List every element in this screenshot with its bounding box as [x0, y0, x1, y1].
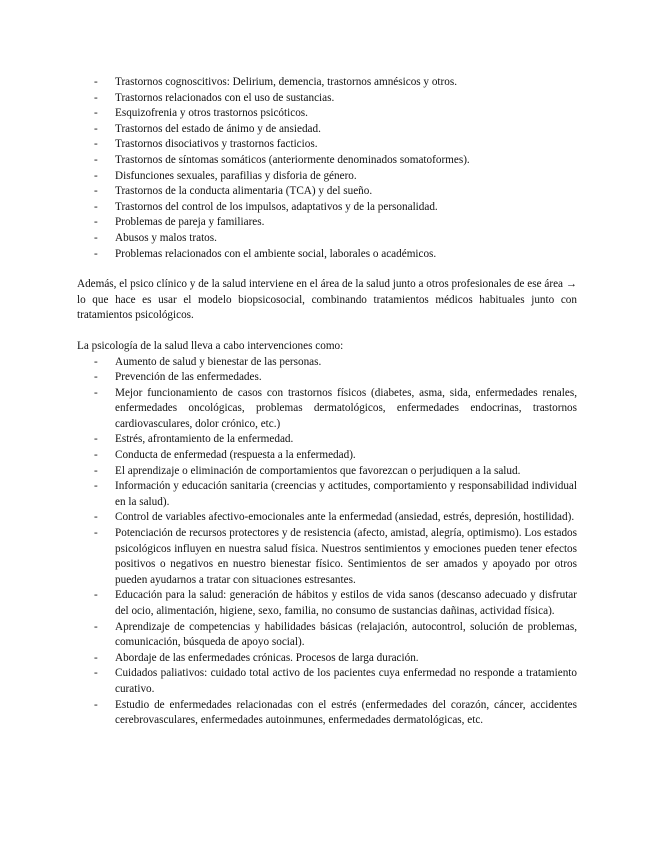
list-item: - Potenciación de recursos protectores y de resistencia (afecto, amistad, alegría, optimismo). Los estados psicológicos influyen en nuestra salud física. Nuestros sentimientos y emociones pueden tener efectos positivos o negativos en nuestro bienestar físico. Sentimientos de ser amados y apoyado por otros pueden ayudarnos a tratar con situaciones estresantes. [77, 526, 577, 588]
list-item: - Problemas relacionados con el ambiente social, laborales o académicos. [77, 247, 577, 263]
list-item: - Trastornos del control de los impulsos, adaptativos y de la personalidad. [77, 200, 577, 216]
list-item: - Mejor funcionamiento de casos con trastornos físicos (diabetes, asma, sida, enfermedades renales, enfermedades oncológicas, problemas dermatológicos, enfermedades endocrinas, trastornos cardiovasculares, dolor crónico, etc.) [77, 386, 577, 433]
interventions-list [77, 355, 577, 729]
list-item: - Educación para la salud: generación de hábitos y estilos de vida sanos (descanso adecuado y disfrutar del ocio, alimentación, higiene, sexo, familia, no consumo de sustancias dañinas, actividad física). [77, 588, 577, 619]
list-item: - Prevención de las enfermedades. [77, 370, 577, 386]
list-item: - Control de variables afectivo-emocionales ante la enfermedad (ansiedad, estrés, depresión, hostilidad). [77, 510, 577, 526]
list-item: - Estudio de enfermedades relacionadas con el estrés (enfermedades del corazón, cáncer, accidentes cerebrovasculares, enfermedades autoinmunes, enfermedades dermatológicas, etc. [77, 698, 577, 729]
list-item: - El aprendizaje o eliminación de comportamientos que favorezcan o perjudiquen a la salud. [77, 464, 577, 480]
list-item: - Trastornos de la conducta alimentaria (TCA) y del sueño. [77, 184, 577, 200]
list-item: - Cuidados paliativos: cuidado total activo de los pacientes cuya enfermedad no responde a tratamiento curativo. [77, 666, 577, 697]
interventions-intro: La psicología de la salud lleva a cabo intervenciones como: [77, 339, 344, 352]
list-item: - Abordaje de las enfermedades crónicas. Procesos de larga duración. [77, 651, 577, 667]
list-item: - Abusos y malos tratos. [77, 231, 577, 247]
list-item: - Información y educación sanitaria (creencias y actitudes, comportamiento y responsabilidad individual en la salud). [77, 479, 577, 510]
list-item: - Trastornos del estado de ánimo y de ansiedad. [77, 122, 577, 138]
spacer [77, 324, 577, 339]
list-item: - Trastornos disociativos y trastornos facticios. [77, 137, 577, 153]
list-item: - Aumento de salud y bienestar de las personas. [77, 355, 577, 371]
list-item: - Problemas de pareja y familiares. [77, 215, 577, 231]
list-item: - Estrés, afrontamiento de la enfermedad. [77, 432, 577, 448]
list-item: - Conducta de enfermedad (respuesta a la enfermedad). [77, 448, 577, 464]
list-item: - Disfunciones sexuales, parafilias y disforia de género. [77, 169, 577, 185]
biopsychosocial-paragraph: Además, el psico clínico y de la salud interviene en el área de la salud junto a otros profesionales de ese área → lo que hace es usar el modelo biopsicosocial, combinando tratamientos médicos habituales junto con tratamientos psicológicos. [77, 278, 577, 322]
list-item: - Trastornos de síntomas somáticos (anteriormente denominados somatoformes). [77, 153, 577, 169]
list-item: - Aprendizaje de competencias y habilidades básicas (relajación, autocontrol, solución de problemas, comunicación, búsqueda de apoyo social). [77, 620, 577, 651]
spacer [77, 262, 577, 277]
list-item: - Trastornos cognoscitivos: Delirium, demencia, trastornos amnésicos y otros. [77, 75, 577, 91]
list-item: - Trastornos relacionados con el uso de sustancias. [77, 91, 577, 107]
disorders-list [77, 75, 577, 262]
list-item: - Esquizofrenia y otros trastornos psicóticos. [77, 106, 577, 122]
